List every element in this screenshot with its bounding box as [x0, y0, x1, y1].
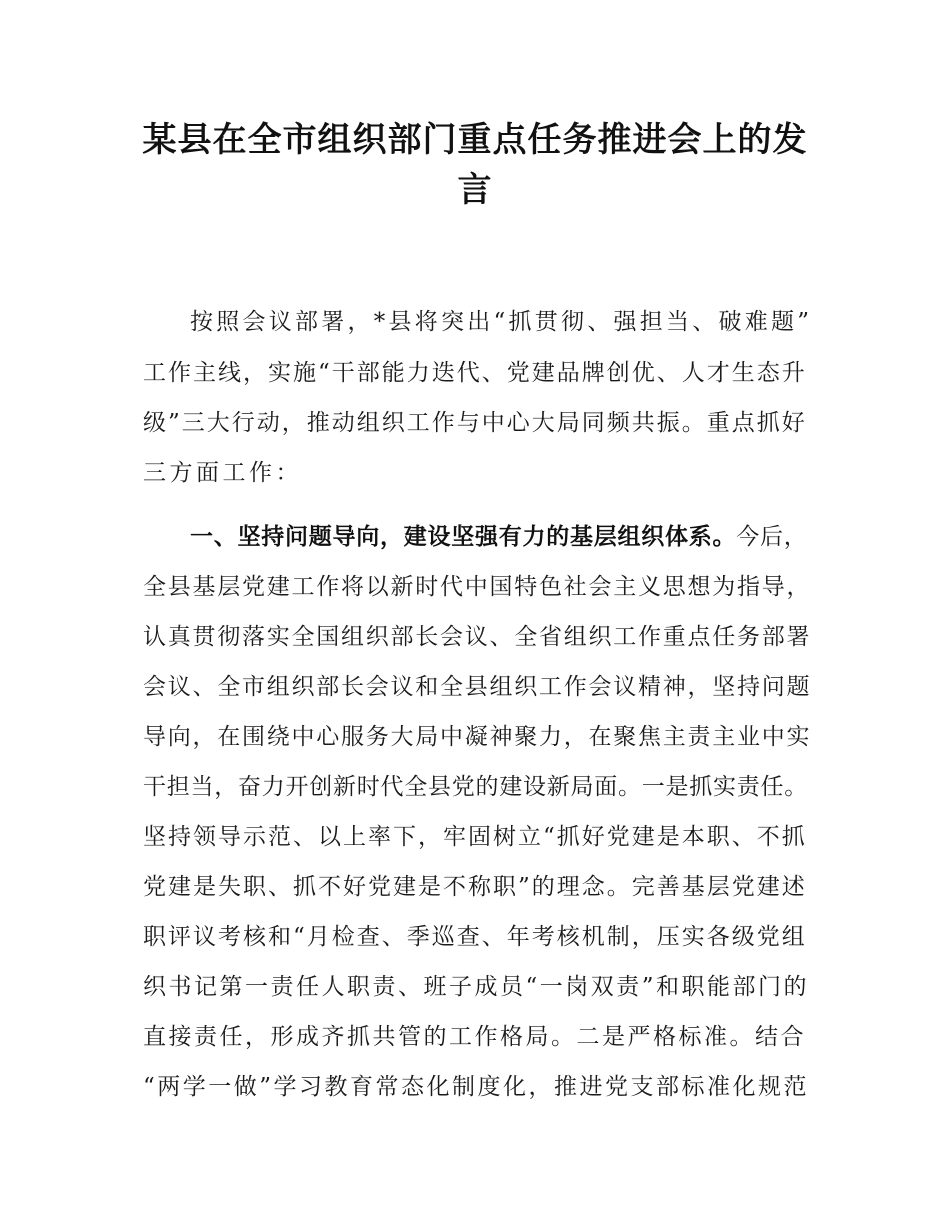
- text-line: “两学一做”学习教育常态化制度化，推进党支部标准化规范: [143, 1074, 810, 1100]
- text-line: 会议、全市组织部长会议和全县组织工作会议精神，坚持问题: [143, 674, 812, 700]
- heading-tail: 今后，: [736, 524, 808, 550]
- text-line: 职评议考核和“月检查、季巡查、年考核机制，压实各级党组: [143, 924, 807, 950]
- text-line: 坚持领导示范、以上率下，牢固树立“抓好党建是本职、不抓: [143, 824, 807, 850]
- title-line-2: 言: [457, 170, 493, 210]
- text-line: 全县基层党建工作将以新时代中国特色社会主义思想为指导，: [143, 574, 812, 600]
- text-line: [190, 517, 808, 557]
- text-line: 导向，在围绕中心服务大局中凝神聚力，在聚焦主责主业中实: [143, 724, 812, 750]
- text-line: 工作主线，实施“干部能力迭代、党建品牌创优、人才生态升: [143, 360, 807, 386]
- text-line: 三方面工作：: [143, 460, 302, 486]
- title-line-1: 某县在全市组织部门重点任务推进会上的发: [142, 120, 808, 160]
- text-line: 认真贯彻落实全国组织部长会议、全省组织工作重点任务部署: [143, 624, 812, 650]
- text-line: 按照会议部署，*县将突出“抓贯彻、强担当、破难题”: [190, 309, 813, 335]
- document-title: [0, 115, 950, 215]
- text-line: 直接责任，形成齐抓共管的工作格局。二是严格标准。结合: [143, 1024, 806, 1050]
- text-line: 干担当，奋力开创新时代全县党的建设新局面。一是抓实责任。: [143, 774, 808, 800]
- text-line: 级”三大行动，推动组织工作与中心大局同频共振。重点抓好: [143, 410, 807, 436]
- text-line: 党建是失职、抓不好党建是不称职”的理念。完善基层党建述: [143, 874, 807, 900]
- text-line: 织书记第一责任人职责、班子成员“一岗双责”和职能部门的: [143, 974, 810, 1000]
- section-heading: 一、坚持问题导向，建设坚强有力的基层组织体系。: [190, 524, 737, 550]
